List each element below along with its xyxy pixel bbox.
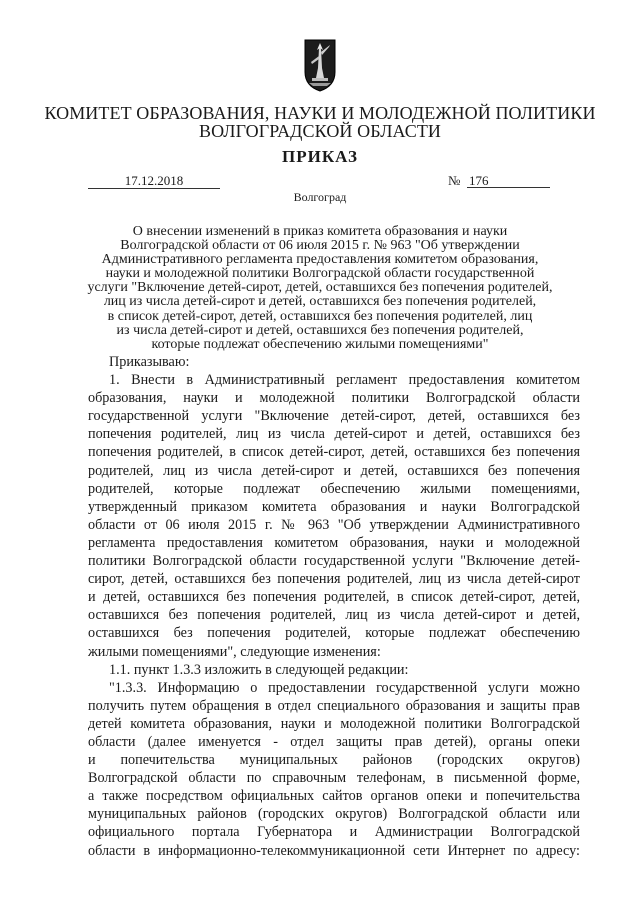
document-date: 17.12.2018: [88, 173, 220, 189]
body-line: а также посредством официальных сайтов органов опеки и попечительства: [88, 788, 580, 805]
document-number-label: №: [448, 173, 461, 188]
body-line: 1.1. пункт 1.3.3 изложить в следующей редакции:: [109, 661, 409, 678]
body-line: области (далее именуется - отдел защиты прав детей), органы опеки: [88, 733, 580, 750]
document-number: 176: [467, 173, 550, 188]
body-line: оставшихся без попечения родителей, лиц из числа детей-сирот и детей,: [88, 607, 580, 624]
document-subject: [60, 225, 580, 352]
body-line: регламента предоставления комитетом образования, науки и молодежной: [88, 534, 580, 551]
organization-title-line1: КОМИТЕТ ОБРАЗОВАНИЯ, НАУКИ И МОЛОДЕЖНОЙ ПОЛИТИКИ: [44, 103, 596, 123]
subject-line: науки и молодежной политики Волгоградской области государственной: [105, 266, 535, 282]
body-line: попечения родителей, лиц из числа детей-сирот и детей, оставшихся без: [88, 426, 580, 443]
body-line: и попечительства муниципальных районов (городских округов): [88, 752, 580, 769]
body-line: детей комитета образования, науки и молодежной политики Волгоградской: [88, 715, 580, 732]
body-line: утвержденный приказом комитета образования и науки Волгоградской: [88, 498, 580, 515]
body-line: государственной услуги "Включение детей-сирот, детей, оставшихся без: [88, 408, 580, 425]
document-type: ПРИКАЗ: [282, 147, 358, 166]
body-line: Волгоградской области по справочным телефонам, в письменной форме,: [88, 770, 580, 787]
body-line: получить путем обращения в отдел специального образования и защиты прав: [88, 697, 580, 714]
subject-line: которые подлежат обеспечению жилыми помещениями": [151, 336, 489, 352]
body-line: политики Волгоградской области государственной услуги "Включение детей-: [88, 553, 580, 570]
body-line: Приказываю:: [109, 354, 190, 370]
body-line: и детей, оставшихся без попечения родителей, в список детей-сирот, детей,: [88, 589, 580, 606]
body-line: 1. Внести в Административный регламент предоставления комитетом: [109, 372, 580, 389]
document-city: Волгоград: [293, 190, 347, 204]
subject-line: лиц из числа детей-сирот и детей, оставшихся без попечения родителей,: [103, 294, 537, 310]
organization-title-line2: ВОЛГОГРАДСКОЙ ОБЛАСТИ: [198, 121, 442, 141]
body-line: попечения родителей, в список детей-сирот, детей, оставшихся без попечения: [88, 444, 580, 461]
subject-line: О внесении изменений в приказ комитета образования и науки: [132, 224, 508, 239]
body-line: жилыми помещениями", следующие изменения:: [88, 643, 381, 660]
body-line: сирот, детей, оставшихся без попечения родителей, лиц из числа детей-сирот: [88, 571, 580, 588]
volgograd-coat-of-arms-icon: [303, 38, 337, 92]
body-line: области от 06 июля 2015 г. № 963 "Об утверждении Административного: [88, 516, 580, 533]
document-body: [88, 353, 580, 860]
body-line: официального портала Губернатора и Администрации Волгоградской: [88, 824, 580, 841]
subject-line: в список детей-сирот, детей, оставшихся без попечения родителей, лиц: [107, 308, 533, 324]
body-line: области в информационно-телекоммуникационной сети Интернет по адресу:: [88, 842, 580, 859]
body-line: образования, науки и молодежной политики Волгоградской области: [88, 390, 580, 407]
subject-line: услуги "Включение детей-сирот, детей, оставшихся без попечения родителей,: [87, 280, 553, 296]
body-line: муниципальных районов (городских округов) Волгоградской области или: [88, 806, 580, 823]
body-line: "1.3.3. Информацию о предоставлении государственной услуги можно: [109, 679, 580, 696]
body-line: оставшихся без попечения родителей, которые подлежат обеспечению: [88, 625, 580, 642]
body-line: родителей, лиц из числа детей-сирот и детей, оставшихся без попечения: [88, 462, 580, 479]
body-line: родителей, которые подлежат обеспечению жилыми помещениями,: [88, 480, 580, 497]
subject-line: из числа детей-сирот и детей, оставшихся без попечения родителей,: [116, 322, 524, 338]
subject-line: Волгоградской области от 06 июля 2015 г. № 963 "Об утверждении: [120, 238, 520, 254]
subject-line: Административного регламента предоставления комитетом образования,: [101, 252, 539, 268]
